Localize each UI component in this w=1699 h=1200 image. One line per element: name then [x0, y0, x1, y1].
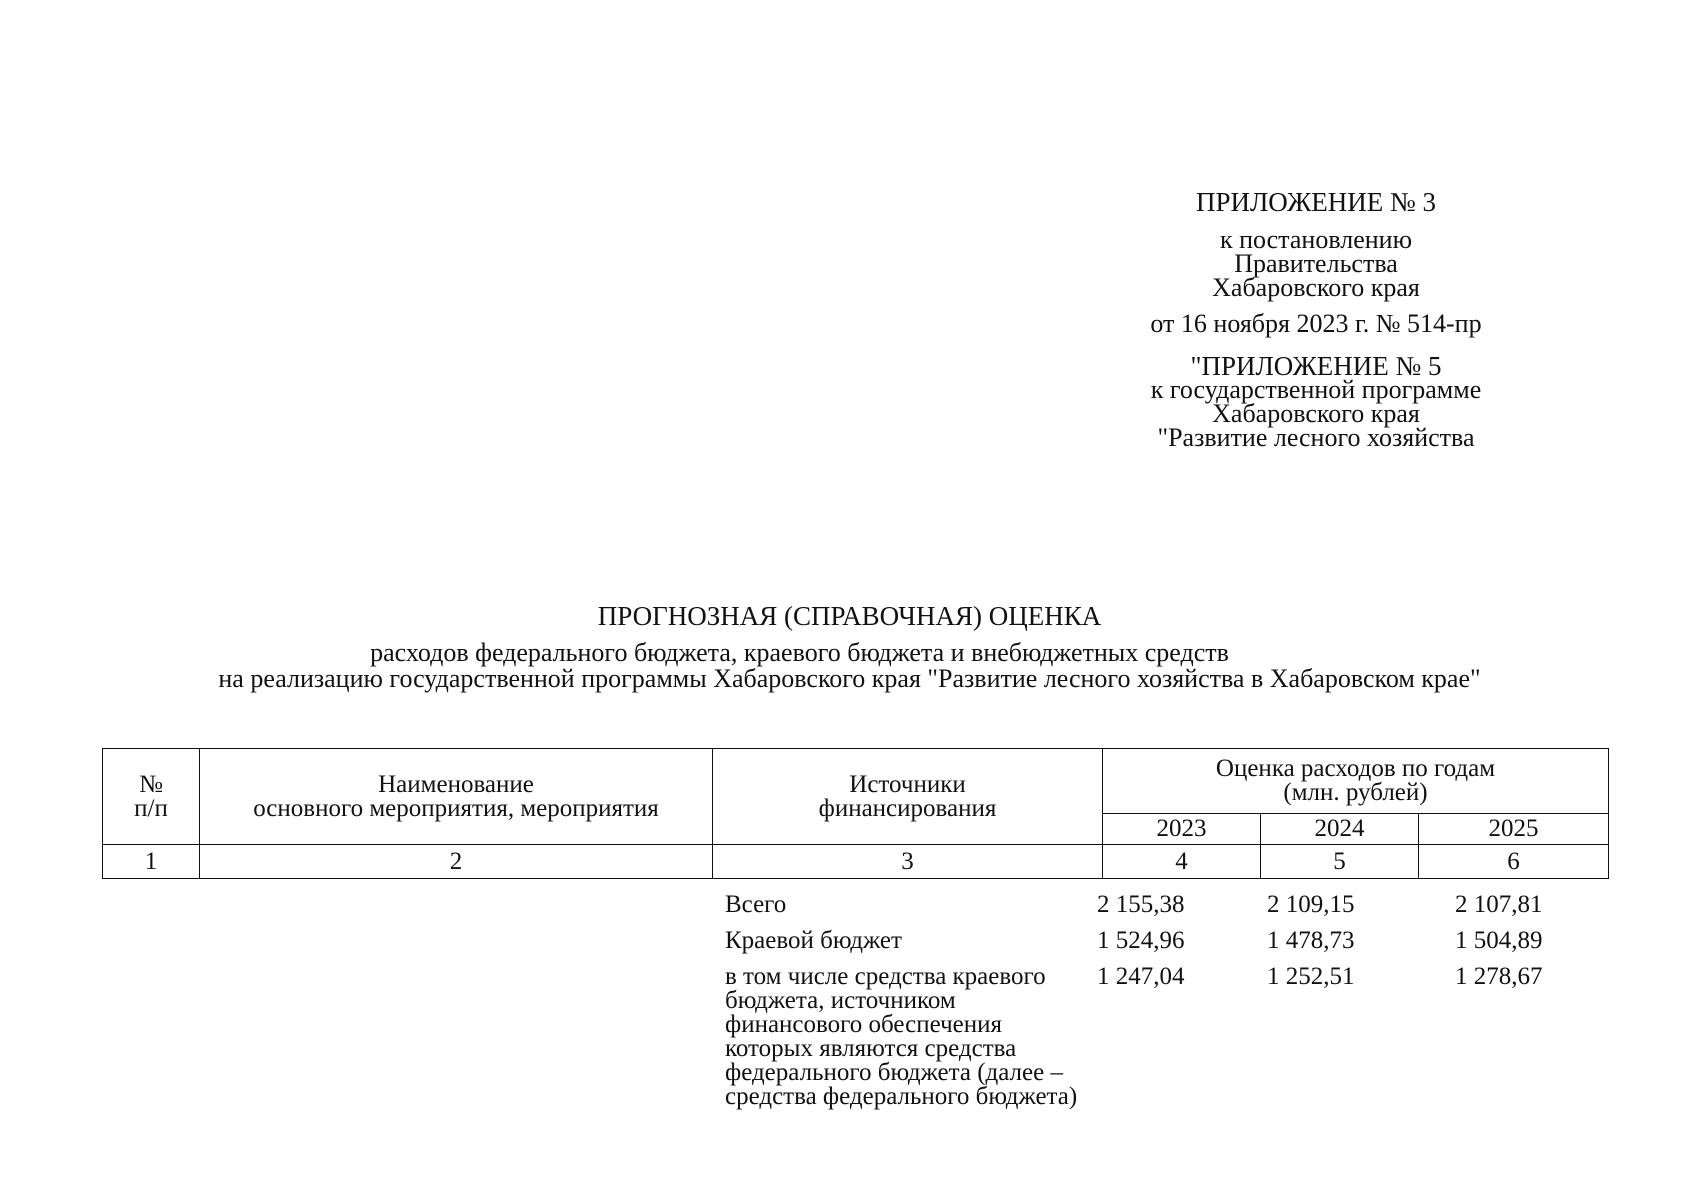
header-number-line1: №	[139, 770, 163, 798]
column-number-3: 3	[713, 845, 1103, 879]
header-number-line2: п/п	[134, 794, 168, 822]
header-name	[200, 749, 713, 845]
header-name-line1: Наименование	[378, 770, 534, 798]
program-name: "Развитие лесного хозяйства	[1157, 423, 1475, 452]
column-number-1: 1	[103, 845, 200, 879]
row-value-2024: 1 478,73	[1267, 927, 1355, 954]
row-source: Краевой бюджет	[725, 927, 902, 954]
row-source: в том числе средства краевого бюджета, источником финансового обеспечения которых являются средства федерального бюджета (далее – средства федерального бюджета)	[725, 963, 1078, 1110]
subtitle-line-2: на реализацию государственной программы Хабаровского края "Развитие лесного хозяйства в Хабаровском крае"	[218, 664, 1481, 693]
column-number-6: 6	[1419, 845, 1609, 879]
row-source: Всего	[725, 891, 787, 918]
resolution-date-number: от 16 ноября 2023 г. № 514-пр	[1150, 309, 1482, 338]
table-row	[725, 893, 1605, 917]
approval-block	[1121, 187, 1511, 452]
header-year-2023: 2023	[1103, 814, 1261, 845]
program-region: Хабаровского края	[1212, 399, 1420, 428]
header-estimate-line1: Оценка расходов по годам	[1215, 755, 1496, 782]
header-name-line2: основного мероприятия, мероприятия	[253, 794, 659, 822]
column-number-5: 5	[1261, 845, 1419, 879]
annex-title: ПРИЛОЖЕНИЕ № 3	[1195, 187, 1437, 217]
column-number-2: 2	[200, 845, 713, 879]
row-value-2025: 1 504,89	[1455, 927, 1543, 954]
subtitle-line-1: расходов федерального бюджета, краевого бюджета и внебюджетных средств	[370, 638, 1229, 667]
header-source-line1: Источники	[849, 770, 966, 798]
row-value-2024: 1 252,51	[1267, 963, 1355, 990]
region: Хабаровского края	[1212, 273, 1420, 302]
to-program: к государственной программе	[1150, 375, 1482, 404]
header-estimate-line2: (млн. рублей)	[1283, 779, 1428, 806]
table-row	[725, 965, 1605, 1109]
document-subtitle	[0, 640, 1699, 692]
header-estimate	[1103, 749, 1609, 814]
document-title: ПРОГНОЗНАЯ (СПРАВОЧНАЯ) ОЦЕНКА	[597, 601, 1102, 631]
estimate-table-header	[102, 748, 1609, 879]
row-value-2023: 2 155,38	[1097, 891, 1185, 918]
column-number-4: 4	[1103, 845, 1261, 879]
row-value-2025: 2 107,81	[1455, 891, 1543, 918]
table-row	[725, 929, 1605, 953]
header-year-2024: 2024	[1261, 814, 1419, 845]
header-source	[713, 749, 1103, 845]
header-source-line2: финансирования	[818, 794, 997, 822]
header-year-2025: 2025	[1419, 814, 1609, 845]
row-value-2025: 1 278,67	[1455, 963, 1543, 990]
row-value-2024: 2 109,15	[1267, 891, 1355, 918]
to-resolution: к постановлению	[1219, 225, 1413, 254]
row-value-2023: 1 247,04	[1097, 963, 1185, 990]
row-value-2023: 1 524,96	[1097, 927, 1185, 954]
header-number	[103, 749, 200, 845]
annex5-title: "ПРИЛОЖЕНИЕ № 5	[1190, 351, 1442, 381]
government: Правительства	[1234, 249, 1398, 278]
estimate-table-body	[725, 893, 1605, 1121]
